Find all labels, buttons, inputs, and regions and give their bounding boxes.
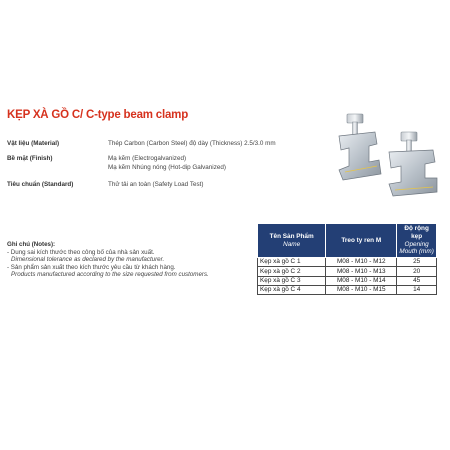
cell-mouth: 25 (397, 258, 437, 267)
table-row (258, 258, 437, 267)
spec-value: Mạ kẽm Nhúng nóng (Hot-dip Galvanized) (108, 164, 226, 171)
cell-rod: M08 - M10 - M13 (326, 267, 397, 276)
header-rod: Treo ty ren M (326, 224, 397, 258)
cell-rod: M08 - M10 - M12 (326, 258, 397, 267)
table-row (258, 267, 437, 276)
header-name: Tên Sản Phẩm Name (258, 224, 326, 258)
table-row (258, 276, 437, 285)
cell-mouth: 45 (397, 276, 437, 285)
cell-rod: M08 - M10 - M14 (326, 276, 397, 285)
cell-name: Kẹp xà gồ C 4 (258, 286, 326, 295)
header-mouth: Độ rộng kẹp Opening Mouth (mm) (397, 224, 437, 258)
cell-name: Kẹp xà gồ C 3 (258, 276, 326, 285)
spec-label: Vật liệu (Material) (7, 140, 60, 147)
notes-line: Products manufactured according to the size requested from customers. (11, 271, 209, 279)
clamp-right (389, 132, 437, 196)
notes-line: - Dung sai kích thước theo công bố của nhà sản xuất. (7, 248, 155, 256)
table-row (258, 286, 437, 295)
c-type-beam-clamp-photo (333, 108, 448, 200)
clamp-left (339, 114, 381, 180)
product-table (257, 223, 437, 295)
cell-rod: M08 - M10 - M15 (326, 286, 397, 295)
spec-label: Tiêu chuẩn (Standard) (7, 181, 74, 188)
spec-value: Thử tải an toàn (Safety Load Test) (108, 181, 204, 188)
spec-value: Thép Carbon (Carbon Steel) độ dày (Thickness) 2.5/3.0 mm (108, 140, 276, 147)
cell-name: Kẹp xà gồ C 1 (258, 258, 326, 267)
cell-mouth: 20 (397, 267, 437, 276)
notes-heading: Ghi chú (Notes): (7, 241, 56, 248)
cell-mouth: 14 (397, 286, 437, 295)
spec-value: Mạ kẽm (Electrogalvanized) (108, 155, 187, 162)
page-title: KẸP XÀ GỒ C/ C-type beam clamp (7, 109, 189, 121)
cell-name: Kẹp xà gồ C 2 (258, 267, 326, 276)
notes (7, 241, 247, 279)
notes-line: Dimensional tolerance as declared by the manufacturer. (11, 256, 165, 264)
notes-line: - Sản phẩm sản xuất theo kích thước yêu cầu từ khách hàng. (7, 263, 176, 271)
spec-label: Bề mặt (Finish) (7, 155, 53, 162)
